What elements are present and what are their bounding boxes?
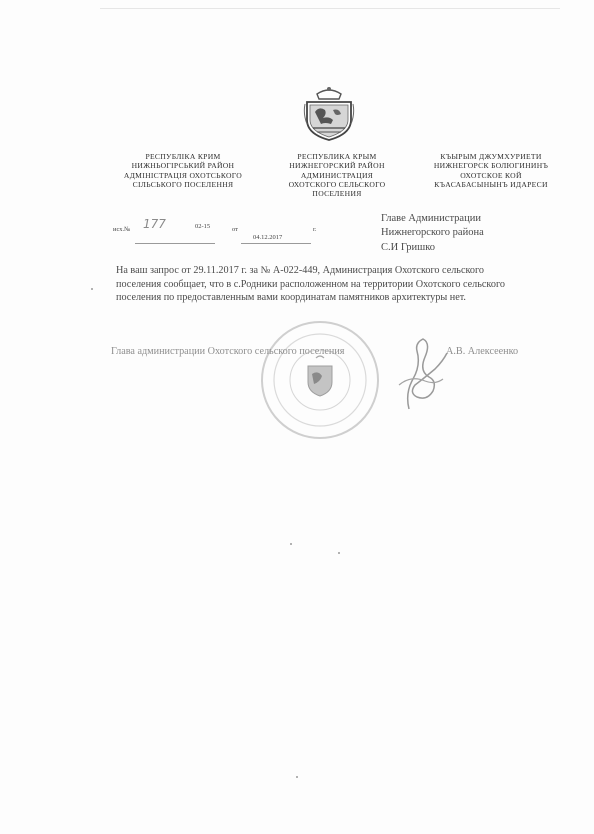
ref-from: от bbox=[232, 226, 239, 233]
scan-speck bbox=[91, 288, 93, 290]
handwritten-signature bbox=[387, 335, 455, 413]
ref-prefix: исх.№ bbox=[113, 226, 131, 233]
ref-date-line bbox=[241, 243, 311, 244]
ref-year-suffix: г. bbox=[313, 226, 317, 233]
signatory-name: А.В. Алексеенко bbox=[446, 346, 519, 357]
letter-body: На ваш запрос от 29.11.2017 г. за № А-022-449, Администрация Охотского сельского поселения сообщает, что в с.Родники расположенном на территории Охотского сельского поселения по предоставленным вами координатам памятников архитектуры нет. bbox=[116, 265, 505, 304]
coat-of-arms-icon bbox=[303, 84, 355, 142]
scan-edge-line bbox=[100, 8, 560, 9]
header-russian: РЕСПУБЛИКА КРЫМ НИЖНЕГОРСКИЙ РАЙОН АДМИНИСТРАЦИЯ ОХОТСКОГО СЕЛЬСКОГО ПОСЕЛЕНИЯ bbox=[288, 152, 386, 199]
outgoing-reference bbox=[113, 217, 323, 244]
scan-speck bbox=[338, 552, 340, 554]
ref-code: 02-15 bbox=[195, 223, 211, 230]
official-seal-stamp bbox=[258, 318, 382, 442]
ref-number: 177 bbox=[143, 217, 166, 231]
header-crimean-tatar: КЪЫРЫМ ДЖУМХУРИЕТИ НИЖНЕГОРСК БОЛЮГИНИНЪ ОХОТСКОЕ КОЙ КЪАСАБАСЫНЫНЪ ИДАРЕСИ bbox=[433, 152, 549, 189]
header-ukrainian: РЕСПУБЛІКА КРИМ НИЖНЬОГІРСЬКИЙ РАЙОН АДМІНІСТРАЦІЯ ОХОТСЬКОГО СІЛЬСЬКОГО ПОСЕЛЕННЯ bbox=[123, 152, 243, 189]
scan-speck bbox=[296, 776, 298, 778]
ref-date: 04.12.2017 bbox=[253, 234, 283, 241]
scan-speck bbox=[290, 543, 292, 545]
signatory-title: Глава администрации Охотского сельского поселения bbox=[111, 346, 345, 357]
ref-number-line bbox=[135, 243, 215, 244]
addressee-block: Главе Администрации Нижнегорского района С.И Гришко bbox=[381, 213, 484, 253]
